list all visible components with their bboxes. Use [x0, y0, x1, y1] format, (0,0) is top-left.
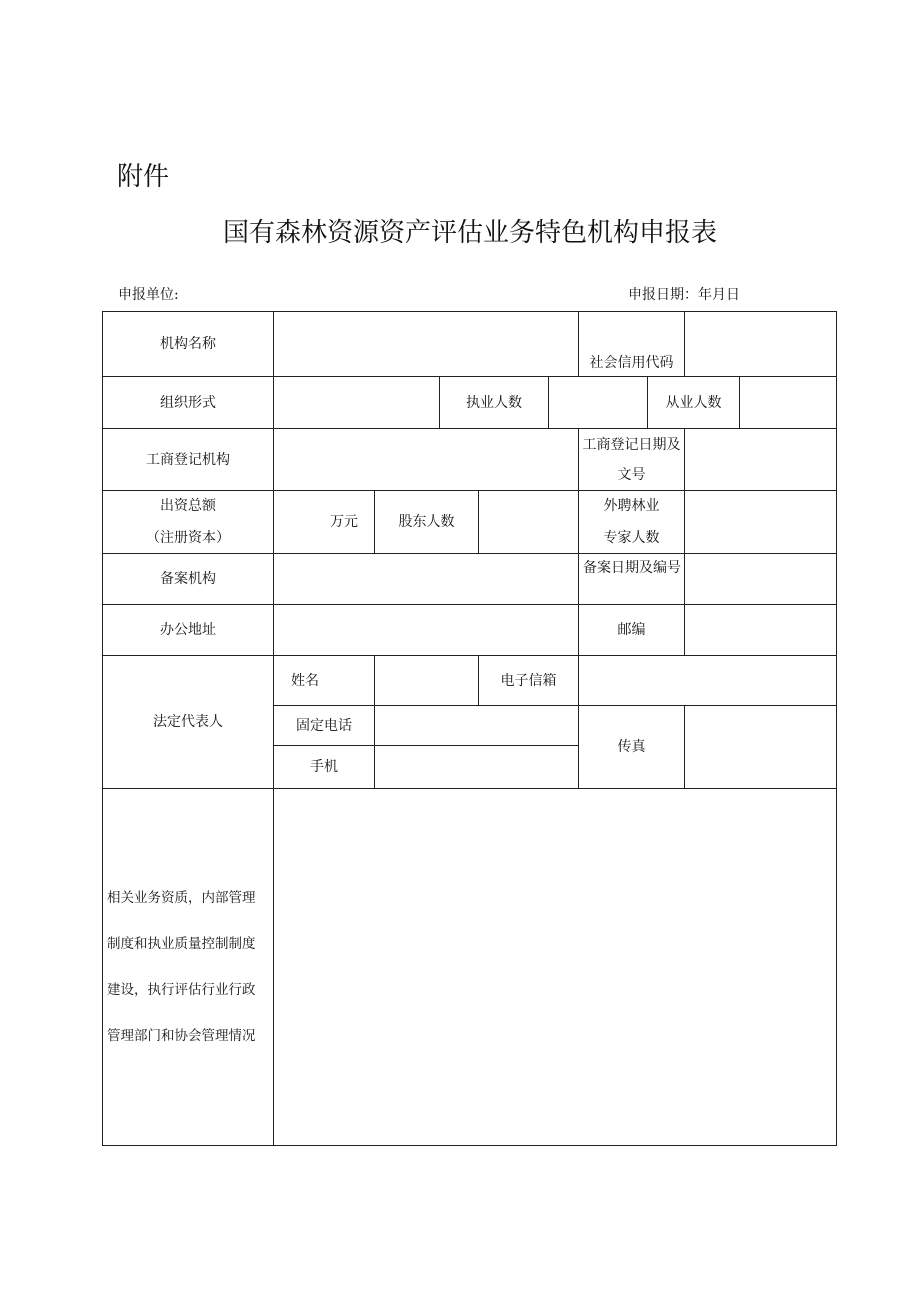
forestry-experts-field[interactable] [685, 491, 835, 553]
capital-label [103, 491, 273, 553]
email-label: 电子信箱 [500, 672, 557, 689]
business-situation-field[interactable] [274, 789, 835, 1144]
mobile-field[interactable] [375, 746, 578, 788]
name-field[interactable] [375, 656, 478, 705]
forestry-experts-label-line1: 外聘林业 [603, 498, 660, 514]
reg-authority-label: 工商登记机构 [146, 451, 230, 468]
employees-field[interactable] [740, 377, 835, 428]
practicing-staff-field[interactable] [549, 377, 647, 428]
legal-rep-label: 法定代表人 [153, 714, 223, 730]
org-form-label: 组织形式 [160, 394, 216, 411]
application-date-label: 申报日期：年月日 [628, 287, 740, 303]
office-address-field[interactable] [274, 605, 578, 655]
name-label: 姓名 [291, 672, 319, 689]
situation-line: 制度和执业质量控制制度 [107, 935, 256, 952]
capital-field[interactable] [274, 491, 374, 553]
fax-field[interactable] [685, 706, 835, 788]
filing-date-label: 备案日期及编号 [583, 560, 681, 576]
applicant-unit-label: 申报单位: [118, 287, 179, 303]
reg-date-label-line1: 工商登记日期及 [582, 436, 681, 453]
business-situation-label [103, 789, 273, 1144]
office-address-label: 办公地址 [160, 622, 216, 638]
postcode-label: 邮编 [617, 622, 646, 638]
reg-date-field[interactable] [685, 429, 835, 490]
credit-code-label: 社会信用代码 [589, 355, 674, 371]
shareholders-label: 股东人数 [398, 514, 455, 530]
filing-authority-field[interactable] [274, 554, 578, 604]
reg-authority-field[interactable] [274, 429, 578, 490]
filing-authority-label: 备案机构 [160, 571, 216, 587]
landline-field[interactable] [375, 706, 578, 745]
forestry-experts-label [579, 491, 684, 553]
mobile-label: 手机 [310, 759, 338, 775]
email-field[interactable] [579, 656, 835, 705]
capital-label-line1: 出资总额 [160, 498, 216, 514]
org-name-label: 机构名称 [160, 336, 216, 352]
org-form-field[interactable] [274, 377, 439, 428]
forestry-experts-label-line2: 专家人数 [603, 530, 660, 546]
org-name-field[interactable] [274, 312, 578, 376]
situation-line: 管理部门和协会管理情况 [107, 1027, 256, 1044]
situation-line: 相关业务资质，内部管理 [107, 889, 256, 906]
annex-label: 附件 [117, 162, 170, 192]
reg-date-label [579, 429, 684, 490]
credit-code-field[interactable] [685, 312, 835, 376]
fax-label: 传真 [617, 739, 646, 755]
postcode-field[interactable] [685, 605, 835, 655]
capital-unit: 万元 [330, 514, 358, 530]
landline-label: 固定电话 [296, 717, 352, 734]
shareholders-field[interactable] [479, 491, 578, 553]
page-title: 国有森林资源资产评估业务特色机构申报表 [222, 218, 717, 248]
practicing-staff-label: 执业人数 [466, 394, 522, 411]
employees-label: 从业人数 [665, 394, 722, 411]
situation-line: 建设，执行评估行业行政 [107, 981, 256, 998]
reg-date-label-line2: 文号 [617, 466, 646, 483]
filing-date-field[interactable] [685, 554, 835, 604]
capital-label-line2: （注册资本） [146, 530, 230, 546]
